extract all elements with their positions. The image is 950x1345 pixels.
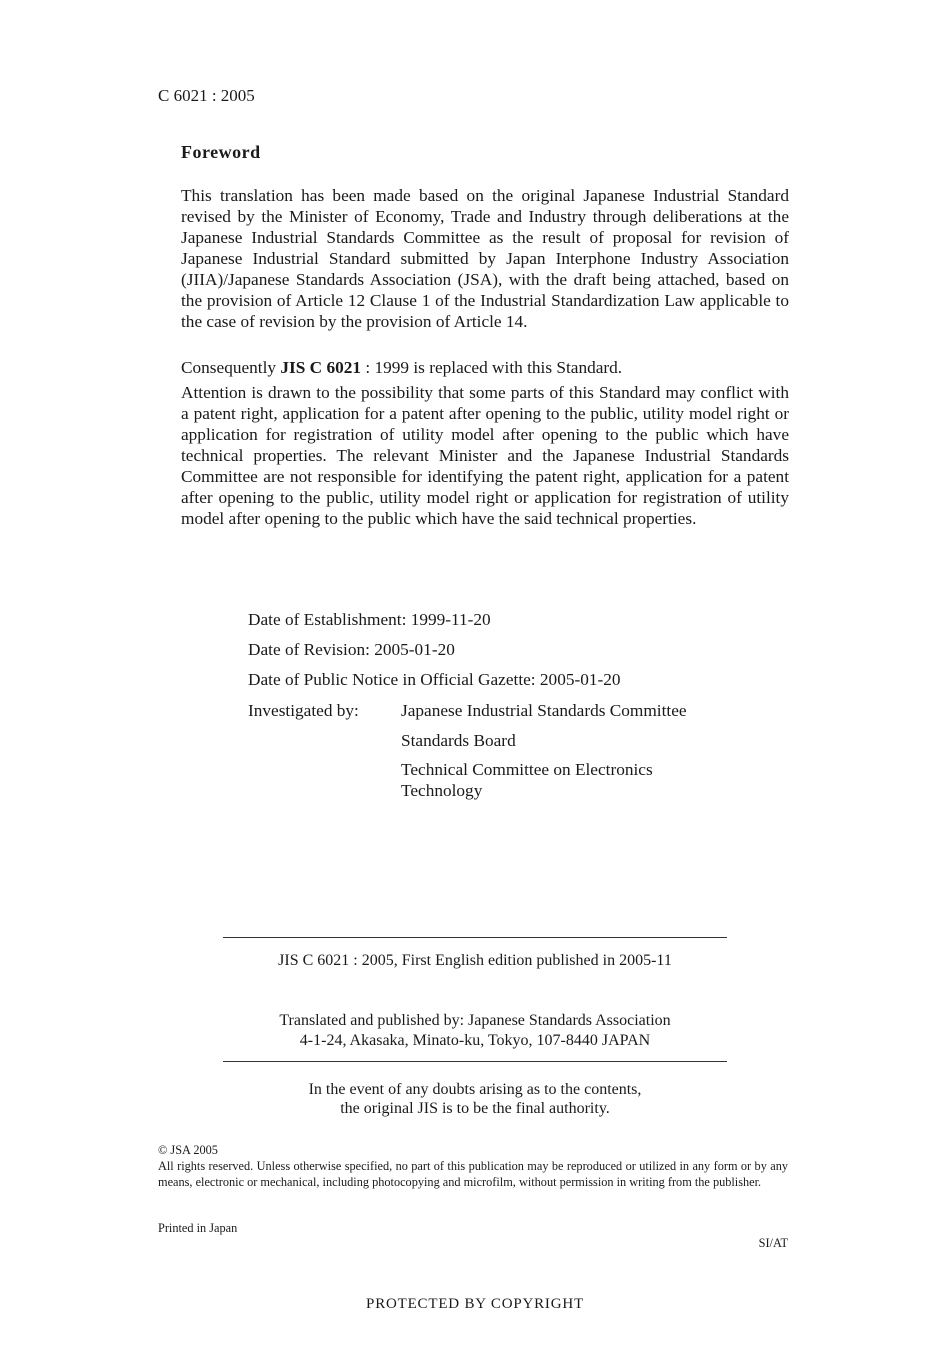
standard-reference: JIS C 6021 <box>280 358 362 377</box>
date-of-public-notice: Date of Public Notice in Official Gazette: 2005-01-20 <box>248 670 621 689</box>
publisher-line-2: 4-1-24, Akasaka, Minato-ku, Tokyo, 107-8440 JAPAN <box>299 1032 651 1049</box>
printed-in: Printed in Japan <box>158 1221 238 1235</box>
investigated-by-technical-committee: Technical Committee on Electronics Technology <box>401 760 653 800</box>
authority-line-2: the original JIS is to be the final authority. <box>340 1100 610 1117</box>
document-code: C 6021 : 2005 <box>158 86 255 105</box>
investigated-by-committee: Japanese Industrial Standards Committee <box>401 701 687 720</box>
authority-line-1: In the event of any doubts arising as to the contents, <box>308 1081 642 1098</box>
divider-top <box>223 937 727 938</box>
investigated-by-label: Investigated by: <box>248 701 359 720</box>
copyright-notice: © JSA 2005 <box>158 1143 218 1157</box>
rights-statement: All rights reserved. Unless otherwise specified, no part of this publication may be reproduced or utilized in any form or by any means, electronic or mechanical, including photocopying and microfilm, without permission in writing from the publisher. <box>158 1159 788 1189</box>
investigated-by-board: Standards Board <box>401 731 516 750</box>
date-of-establishment: Date of Establishment: 1999-11-20 <box>248 610 491 629</box>
foreword-paragraph-1: This translation has been made based on the original Japanese Industrial Standard revised by the Minister of Economy, Trade and Industry through deliberations at the Japanese Industrial Standards Committee as the result of proposal for revision of Japanese Industrial Standard submitted by Japan Interphone Industry Association (JIIA)/Japanese Standards Association (JSA), with the draft being attached, based on the provision of Article 12 Clause 1 of the Industrial Standardization Law applicable to the case of revision by the provision of Article 14. <box>181 186 789 331</box>
divider-bottom <box>223 1061 727 1062</box>
replacement-text-prefix: Consequently <box>181 358 281 377</box>
section-title: Foreword <box>181 142 261 162</box>
edition-statement: JIS C 6021 : 2005, First English edition published in 2005-11 <box>278 952 672 969</box>
date-of-revision: Date of Revision: 2005-01-20 <box>248 640 455 659</box>
replacement-text-suffix: : 1999 is replaced with this Standard. <box>361 358 623 377</box>
copyright-footer: PROTECTED BY COPYRIGHT <box>366 1296 584 1312</box>
foreword-paragraph-3: Attention is drawn to the possibility that some parts of this Standard may conflict with a patent right, application for a patent after opening to the public, utility model right or application for registration of utility model after opening to the public which have technical properties. The relevant Minister and the Japanese Industrial Standards Committee are not responsible for identifying the patent right, application for a patent after opening to the public, utility model right or application for registration of utility model after opening to the public which have the said technical properties. <box>181 383 789 528</box>
publisher-line-1: Translated and published by: Japanese Standards Association <box>279 1012 671 1029</box>
distribution-code: SI/AT <box>758 1236 788 1250</box>
foreword-paragraph-2 <box>181 357 789 378</box>
